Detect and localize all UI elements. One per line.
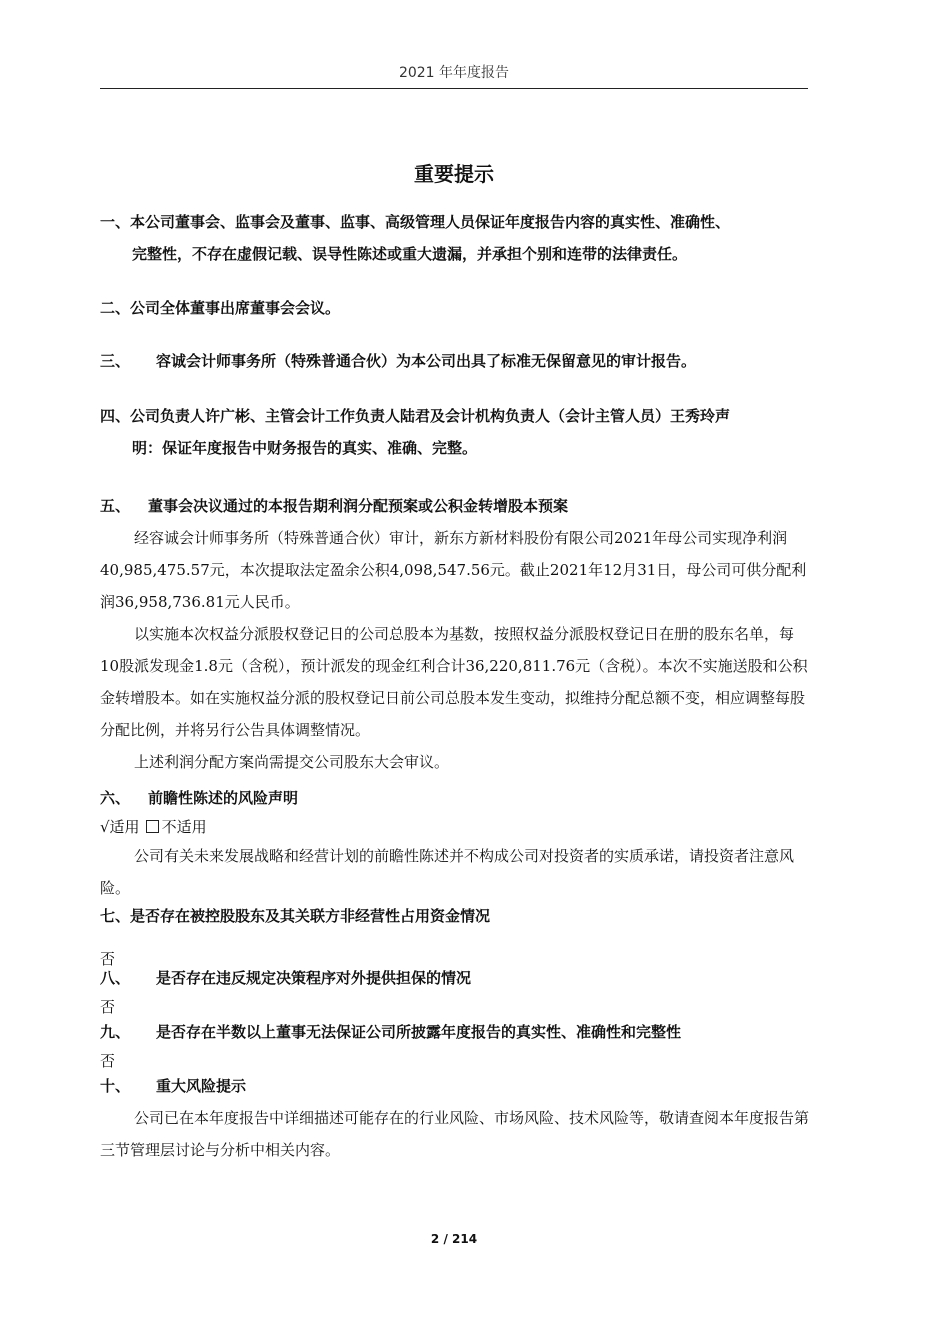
section-2 [100, 292, 812, 324]
section-8-title: 是否存在违反规定决策程序对外提供担保的情况 [156, 969, 472, 987]
section-1-line2: 完整性，不存在虚假记载、误导性陈述或重大遗漏，并承担个别和连带的法律责任。 [132, 245, 688, 263]
section-5-title: 董事会决议通过的本报告期利润分配预案或公积金转增股本预案 [148, 497, 569, 515]
page-title: 重要提示 [414, 162, 494, 186]
section-10-number: 十、 [100, 1077, 131, 1095]
section-1 [100, 206, 812, 270]
applicable-checked-option: √适用 [100, 818, 140, 836]
section-4 [100, 400, 812, 464]
section-6-paragraph: 公司有关未来发展战略和经营计划的前瞻性陈述并不构成公司对投资者的实质承诺，请投资者注意风险。 [100, 847, 795, 897]
section-5-paragraph-3: 上述利润分配方案尚需提交公司股东大会审议。 [134, 753, 450, 771]
section-5-paragraph-1: 经容诚会计师事务所（特殊普通合伙）审计，新东方新材料股份有限公司2021年母公司实现净利润40,985,475.57元，本次提取法定盈余公积4,098,547.56元。截止2021年12月31日，母公司可供分配利润36,958,736.81元人民币。 [100, 529, 807, 611]
section-4-number: 四、 [100, 407, 131, 425]
not-applicable-option: 不适用 [161, 818, 207, 836]
section-6-number: 六、 [100, 789, 131, 807]
section-10 [100, 1070, 812, 1166]
section-8 [100, 962, 812, 1020]
section-5 [100, 490, 812, 778]
section-2-text: 公司全体董事出席董事会会议。 [130, 299, 341, 317]
page-header: 2021 年年度报告 [398, 65, 510, 81]
section-8-answer: 否 [100, 998, 116, 1016]
section-1-line1: 本公司董事会、监事会及董事、监事、高级管理人员保证年度报告内容的真实性、准确性、 [130, 213, 731, 231]
section-7-answer: 否 [100, 950, 116, 968]
section-6-title: 前瞻性陈述的风险声明 [148, 789, 299, 807]
section-9-number: 九、 [100, 1023, 131, 1041]
section-9-answer: 否 [100, 1052, 116, 1070]
section-5-paragraph-2: 以实施本次权益分派股权登记日的公司总股本为基数，按照权益分派股权登记日在册的股东名单，每10股派发现金1.8元（含税），预计派发的现金红利合计36,220,811.76元（含税）。本次不实施送股和公积金转增股本。如在实施权益分派的股权登记日前公司总股本发生变动，拟维持分配总额不变，相应调整每股分配比例，并将另行公告具体调整情况。 [100, 625, 808, 739]
section-3 [100, 345, 812, 377]
section-8-number: 八、 [100, 969, 131, 987]
section-10-title: 重大风险提示 [156, 1077, 247, 1095]
section-7-title: 是否存在被控股股东及其关联方非经营性占用资金情况 [130, 907, 491, 925]
section-10-paragraph: 公司已在本年度报告中详细描述可能存在的行业风险、市场风险、技术风险等，敬请查阅本年度报告第三节管理层讨论与分析中相关内容。 [100, 1109, 810, 1159]
header-divider [100, 88, 808, 89]
section-9 [100, 1016, 812, 1074]
checkbox-icon [146, 820, 159, 833]
applicability-options [100, 814, 812, 840]
page-number: 2 / 214 [430, 1232, 478, 1246]
section-4-line1: 公司负责人许广彬、主管会计工作负责人陆君及会计机构负责人（会计主管人员）王秀玲声 [130, 407, 731, 425]
section-6 [100, 782, 812, 904]
section-7-number: 七、 [100, 907, 131, 925]
section-3-text: 容诚会计师事务所（特殊普通合伙）为本公司出具了标准无保留意见的审计报告。 [156, 352, 697, 370]
section-9-title: 是否存在半数以上董事无法保证公司所披露年度报告的真实性、准确性和完整性 [156, 1023, 682, 1041]
section-3-number: 三、 [100, 352, 131, 370]
section-5-number: 五、 [100, 497, 131, 515]
section-2-number: 二、 [100, 299, 131, 317]
section-1-number: 一、 [100, 213, 131, 231]
section-4-line2: 明：保证年度报告中财务报告的真实、准确、完整。 [132, 439, 478, 457]
